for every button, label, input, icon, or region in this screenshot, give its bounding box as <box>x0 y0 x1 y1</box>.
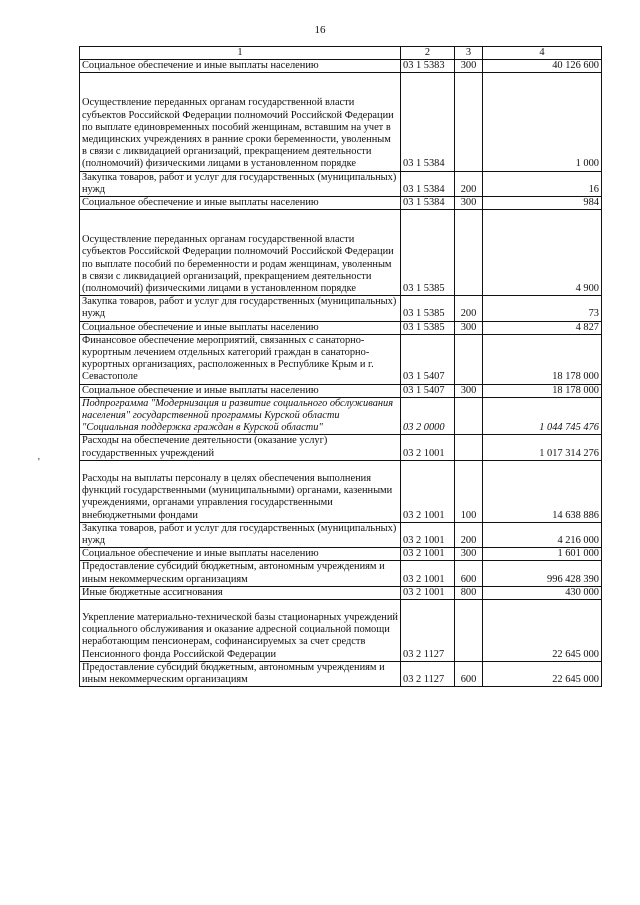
row-name-text: Расходы на обеспечение деятельности (оказание услуг) государственных учреждений <box>82 435 328 459</box>
table-row <box>80 321 602 334</box>
row-name <box>80 599 401 661</box>
row-name-text: Социальное обеспечение и иные выплаты населению <box>82 548 319 560</box>
row-code: 03 2 1001 <box>401 561 455 586</box>
row-spacer <box>82 222 398 234</box>
table-row <box>80 599 602 661</box>
row-name <box>80 210 401 296</box>
row-expense-type <box>455 435 483 460</box>
budget-table <box>79 46 602 687</box>
row-amount: 430 000 <box>483 586 602 599</box>
row-code: 03 1 5384 <box>401 197 455 210</box>
row-name <box>80 435 401 460</box>
row-name-text: Осуществление переданных органам государственной власти субъектов Российской Федерации полномочий Российской Федерации по выплате единовременных пособий женщинам, вставшим на учет в медицинских учреждениях в ранние сроки беременности, уволенным в связи с ликвидацией организаций, прекращением деятельности (полномочий) физическими лицами в установленном порядке <box>82 97 394 170</box>
row-expense-type: 300 <box>455 60 483 73</box>
table-row <box>80 397 602 435</box>
row-name <box>80 384 401 397</box>
table-row <box>80 210 602 296</box>
row-expense-type: 200 <box>455 296 483 321</box>
table-row <box>80 73 602 171</box>
row-name <box>80 460 401 522</box>
row-amount: 1 044 745 476 <box>483 397 602 435</box>
row-code: 03 1 5385 <box>401 296 455 321</box>
row-expense-type: 300 <box>455 197 483 210</box>
row-name-text: Закупка товаров, работ и услуг для государственных (муниципальных) нужд <box>82 171 397 195</box>
row-amount: 16 <box>483 171 602 196</box>
row-name-text: Расходы на выплаты персоналу в целях обеспечения выполнения функций государственными (муниципальными) органами, казенными учреждениями, органами управления государственными внебюджетными фондами <box>82 472 393 521</box>
row-spacer <box>82 73 398 85</box>
row-code: 03 1 5407 <box>401 384 455 397</box>
row-amount: 996 428 390 <box>483 561 602 586</box>
table-row <box>80 171 602 196</box>
row-expense-type: 600 <box>455 661 483 686</box>
row-name <box>80 334 401 384</box>
row-name-text: Предоставление субсидий бюджетным, автономным учреждениям и иным некоммерческим организациям <box>82 561 385 585</box>
row-amount: 984 <box>483 197 602 210</box>
row-name <box>80 60 401 73</box>
table-row <box>80 384 602 397</box>
row-code: 03 1 5384 <box>401 73 455 171</box>
row-code: 03 1 5384 <box>401 171 455 196</box>
row-amount: 4 900 <box>483 210 602 296</box>
table-row <box>80 435 602 460</box>
row-code: 03 1 5385 <box>401 321 455 334</box>
row-expense-type: 600 <box>455 561 483 586</box>
table-row <box>80 60 602 73</box>
row-name <box>80 561 401 586</box>
row-expense-type: 200 <box>455 522 483 547</box>
row-name-text: Предоставление субсидий бюджетным, автономным учреждениям и иным некоммерческим организациям <box>82 661 385 685</box>
row-expense-type: 800 <box>455 586 483 599</box>
page-number: 16 <box>314 24 326 36</box>
row-amount: 18 178 000 <box>483 384 602 397</box>
row-name-text: Финансовое обеспечение мероприятий, связанных с санаторно-курортным лечением отдельных категорий граждан в санаторно-курортных организациях, расположенных в Республике Крым и г. Севастополе <box>82 334 374 383</box>
row-code: 03 2 1001 <box>401 435 455 460</box>
row-amount: 1 000 <box>483 73 602 171</box>
row-name <box>80 296 401 321</box>
row-code: 03 2 1001 <box>401 548 455 561</box>
row-name <box>80 197 401 210</box>
row-name-text: Закупка товаров, работ и услуг для государственных (муниципальных) нужд <box>82 296 397 320</box>
row-name-text: Социальное обеспечение и иные выплаты населению <box>82 197 319 209</box>
row-amount: 1 017 314 276 <box>483 435 602 460</box>
column-header-row <box>80 47 602 60</box>
table-row <box>80 548 602 561</box>
row-name <box>80 548 401 561</box>
row-amount: 40 126 600 <box>483 60 602 73</box>
table-row <box>80 334 602 384</box>
row-code: 03 1 5407 <box>401 334 455 384</box>
row-name-text: Укрепление материально-технической базы стационарных учреждений социального обслуживания и оказание адресной социальной помощи неработающим пенсионерам, софинансируемых за счет средств Пенсионного фонда Российской Федерации <box>82 611 398 660</box>
table-row <box>80 460 602 522</box>
row-name-text: Осуществление переданных органам государственной власти субъектов Российской Федерации полномочий Российской Федерации по выплате пособий по беременности и родам женщинам, уволенным в связи с ликвидацией организаций, прекращением деятельности (полномочий) физическими лицами в установленном порядке <box>82 234 394 295</box>
row-name-text: Социальное обеспечение и иные выплаты населению <box>82 321 319 333</box>
row-name-text: Иные бюджетные ассигнования <box>82 586 223 598</box>
column-header-4: 4 <box>483 47 602 60</box>
row-expense-type: 300 <box>455 321 483 334</box>
row-expense-type <box>455 599 483 661</box>
row-amount: 4 827 <box>483 321 602 334</box>
row-code: 03 1 5385 <box>401 210 455 296</box>
row-code: 03 2 1001 <box>401 586 455 599</box>
row-amount: 73 <box>483 296 602 321</box>
row-code: 03 2 1001 <box>401 460 455 522</box>
column-header-2: 2 <box>401 47 455 60</box>
row-spacer <box>82 461 398 473</box>
row-expense-type <box>455 210 483 296</box>
row-amount: 22 645 000 <box>483 599 602 661</box>
row-amount: 18 178 000 <box>483 334 602 384</box>
table-row <box>80 661 602 686</box>
column-header-1: 1 <box>80 47 401 60</box>
row-code: 03 2 1001 <box>401 522 455 547</box>
row-code: 03 2 0000 <box>401 397 455 435</box>
row-name-text: Социальное обеспечение и иные выплаты населению <box>82 60 319 72</box>
row-spacer <box>82 210 398 222</box>
table-row <box>80 197 602 210</box>
row-expense-type <box>455 73 483 171</box>
column-header-3: 3 <box>455 47 483 60</box>
row-expense-type <box>455 397 483 435</box>
row-code: 03 2 1127 <box>401 661 455 686</box>
stray-mark: ' <box>38 457 40 468</box>
row-expense-type: 100 <box>455 460 483 522</box>
row-amount: 14 638 886 <box>483 460 602 522</box>
row-expense-type: 200 <box>455 171 483 196</box>
row-name-text: Закупка товаров, работ и услуг для государственных (муниципальных) нужд <box>82 522 397 546</box>
table-row <box>80 296 602 321</box>
budget-table-body <box>80 47 602 687</box>
row-spacer <box>82 600 398 612</box>
row-name <box>80 661 401 686</box>
row-name <box>80 321 401 334</box>
table-row <box>80 561 602 586</box>
table-row <box>80 586 602 599</box>
table-row <box>80 522 602 547</box>
row-name <box>80 73 401 171</box>
row-expense-type: 300 <box>455 384 483 397</box>
row-expense-type: 300 <box>455 548 483 561</box>
row-name <box>80 171 401 196</box>
row-amount: 1 601 000 <box>483 548 602 561</box>
row-name <box>80 586 401 599</box>
row-name <box>80 522 401 547</box>
row-name <box>80 397 401 435</box>
row-code: 03 2 1127 <box>401 599 455 661</box>
row-expense-type <box>455 334 483 384</box>
row-name-text: Подпрограмма "Модернизация и развитие социального обслуживания населения" государственной программы Курской области "Социальная поддержка граждан в Курской области" <box>82 397 394 434</box>
row-amount: 22 645 000 <box>483 661 602 686</box>
row-name-text: Социальное обеспечение и иные выплаты населению <box>82 384 319 396</box>
row-spacer <box>82 85 398 97</box>
row-code: 03 1 5383 <box>401 60 455 73</box>
row-amount: 4 216 000 <box>483 522 602 547</box>
